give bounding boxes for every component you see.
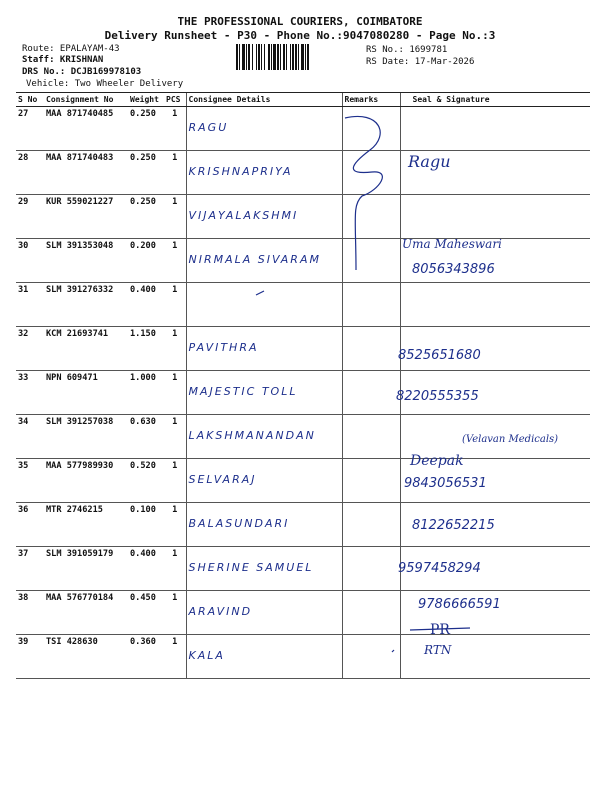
consignee-cell (186, 635, 342, 679)
pcs-cell: 1 (164, 415, 186, 459)
pcs-cell: 1 (164, 371, 186, 415)
weight-cell: 0.400 (128, 283, 164, 327)
consignee-name: PAVITHRA (188, 341, 259, 354)
staff: Staff: KRISHNAN (22, 55, 104, 65)
pcs-cell: 1 (164, 635, 186, 679)
consignment-cell: MAA 577989930 (44, 459, 128, 503)
pcs-cell: 1 (164, 107, 186, 151)
consignee-name: ARAVIND (188, 605, 253, 618)
sno-cell: 38 (16, 591, 44, 635)
sno-cell: 30 (16, 239, 44, 283)
pcs-cell: 1 (164, 503, 186, 547)
weight-cell: 0.360 (128, 635, 164, 679)
sno-cell: 34 (16, 415, 44, 459)
consignee-name: KALA (188, 649, 225, 662)
remarks-cell (342, 195, 400, 239)
consignee-cell (186, 415, 342, 459)
col-consignment: Consignment No (44, 93, 128, 107)
col-weight: Weight (128, 93, 164, 107)
table-header (16, 93, 590, 107)
consignee-cell (186, 503, 342, 547)
sno-cell: 31 (16, 283, 44, 327)
phone-32: 8525651680 (398, 348, 481, 363)
col-consignee: Consignee Details (186, 93, 342, 107)
weight-cell: 0.400 (128, 547, 164, 591)
vehicle: Vehicle: Two Wheeler Delivery (26, 79, 184, 89)
table-row (16, 459, 590, 503)
weight-cell: 0.630 (128, 415, 164, 459)
remarks-cell (342, 239, 400, 283)
table-row (16, 327, 590, 371)
table-row (16, 547, 590, 591)
consignment-cell: SLM 391353048 (44, 239, 128, 283)
consignee-cell (186, 107, 342, 151)
rs-number: RS No.: 1699781 (366, 45, 448, 55)
pcs-cell: 1 (164, 547, 186, 591)
sno-cell: 36 (16, 503, 44, 547)
col-remarks: Remarks (342, 93, 400, 107)
weight-cell: 0.450 (128, 591, 164, 635)
consignee-cell (186, 547, 342, 591)
sno-cell: 29 (16, 195, 44, 239)
consignment-cell: KUR 559021227 (44, 195, 128, 239)
consignment-cell: SLM 391257038 (44, 415, 128, 459)
sno-cell: 32 (16, 327, 44, 371)
consignee-name: SELVARAJ (188, 473, 257, 486)
consignee-cell (186, 327, 342, 371)
remarks-cell (342, 503, 400, 547)
signature-velavan: (Velavan Medicals) (462, 434, 559, 445)
consignment-cell: NPN 609471 (44, 371, 128, 415)
table-row (16, 371, 590, 415)
remarks-cell (342, 371, 400, 415)
weight-cell: 0.250 (128, 107, 164, 151)
weight-cell: 0.520 (128, 459, 164, 503)
rtn-top: PR (430, 622, 450, 638)
consignment-cell: SLM 391059179 (44, 547, 128, 591)
consignment-cell: SLM 391276332 (44, 283, 128, 327)
signature-cell (400, 107, 590, 151)
signature-cell (400, 195, 590, 239)
rs-date: RS Date: 17-Mar-2026 (366, 57, 475, 67)
remarks-cell (342, 415, 400, 459)
phone-38: 9597458294 (398, 561, 481, 576)
consignment-cell: MAA 871740483 (44, 151, 128, 195)
phone-31: 8056343896 (412, 262, 495, 277)
phone-33: 8220555355 (396, 389, 479, 404)
consignment-cell: TSI 428630 (44, 635, 128, 679)
consignment-cell: MAA 871740485 (44, 107, 128, 151)
signature-ragu: Ragu (408, 152, 451, 171)
consignee-cell (186, 459, 342, 503)
remarks-cell (342, 283, 400, 327)
table-row (16, 107, 590, 151)
weight-cell: 0.250 (128, 151, 164, 195)
sno-cell: 37 (16, 547, 44, 591)
consignee-name: LAKSHMANANDAN (188, 429, 316, 442)
signature-deepak: Deepak (410, 453, 464, 469)
pcs-cell: 1 (164, 459, 186, 503)
sno-cell: 39 (16, 635, 44, 679)
remarks-cell (342, 107, 400, 151)
remarks-cell (342, 635, 400, 679)
table-row (16, 239, 590, 283)
consignment-cell: MTR 2746215 (44, 503, 128, 547)
weight-cell: 0.200 (128, 239, 164, 283)
consignee-cell (186, 195, 342, 239)
weight-cell: 0.250 (128, 195, 164, 239)
consignee-cell (186, 283, 342, 327)
route: Route: EPALAYAM-43 (22, 44, 120, 54)
sno-cell: 33 (16, 371, 44, 415)
consignee-cell (186, 151, 342, 195)
phone-37: 8122652215 (412, 518, 495, 533)
drs-number: DRS No.: DCJB169978103 (22, 67, 142, 77)
page-title: THE PROFESSIONAL COURIERS, COIMBATORE (177, 15, 423, 28)
page-subtitle: Delivery Runsheet - P30 - Phone No.:9047080280 - Page No.:3 (104, 29, 496, 42)
table-row (16, 195, 590, 239)
remarks-cell (342, 327, 400, 371)
pcs-cell: 1 (164, 151, 186, 195)
runsheet-table (16, 92, 590, 679)
weight-cell: 1.150 (128, 327, 164, 371)
pcs-cell: 1 (164, 283, 186, 327)
table-row (16, 503, 590, 547)
remarks-cell (342, 151, 400, 195)
consignee-cell (186, 239, 342, 283)
consignment-cell: MAA 576770184 (44, 591, 128, 635)
col-signature: Seal & Signature (400, 93, 590, 107)
table-row (16, 635, 590, 679)
signature-cell (400, 283, 590, 327)
consignee-name: MAJESTIC TOLL (188, 385, 298, 398)
sno-cell: 35 (16, 459, 44, 503)
consignee-name: SHERINE SAMUEL (188, 561, 314, 574)
consignee-name: NIRMALA SIVARAM (188, 253, 321, 266)
col-pcs: PCS (164, 93, 186, 107)
consignee-cell (186, 371, 342, 415)
weight-cell: 1.000 (128, 371, 164, 415)
barcode (236, 44, 360, 70)
phone-36: 9843056531 (404, 476, 487, 491)
remarks-cell (342, 547, 400, 591)
rtn-bottom: RTN (424, 643, 452, 657)
consignee-cell (186, 591, 342, 635)
phone-39: 9786666591 (418, 597, 501, 612)
pcs-cell: 1 (164, 239, 186, 283)
signature-uma: Uma Maheswari (402, 237, 502, 251)
sno-cell: 27 (16, 107, 44, 151)
consignee-name: RAGU (188, 121, 229, 134)
table-row (16, 591, 590, 635)
consignee-name: VIJAYALAKSHMI (188, 209, 299, 222)
consignee-name: KRISHNAPRIYA (188, 165, 293, 178)
consignment-cell: KCM 21693741 (44, 327, 128, 371)
pcs-cell: 1 (164, 591, 186, 635)
col-sno: S No (16, 93, 44, 107)
table-row (16, 283, 590, 327)
remarks-cell (342, 459, 400, 503)
table-row (16, 151, 590, 195)
consignee-name: BALASUNDARI (188, 517, 290, 530)
weight-cell: 0.100 (128, 503, 164, 547)
remarks-cell (342, 591, 400, 635)
pcs-cell: 1 (164, 195, 186, 239)
sno-cell: 28 (16, 151, 44, 195)
pcs-cell: 1 (164, 327, 186, 371)
